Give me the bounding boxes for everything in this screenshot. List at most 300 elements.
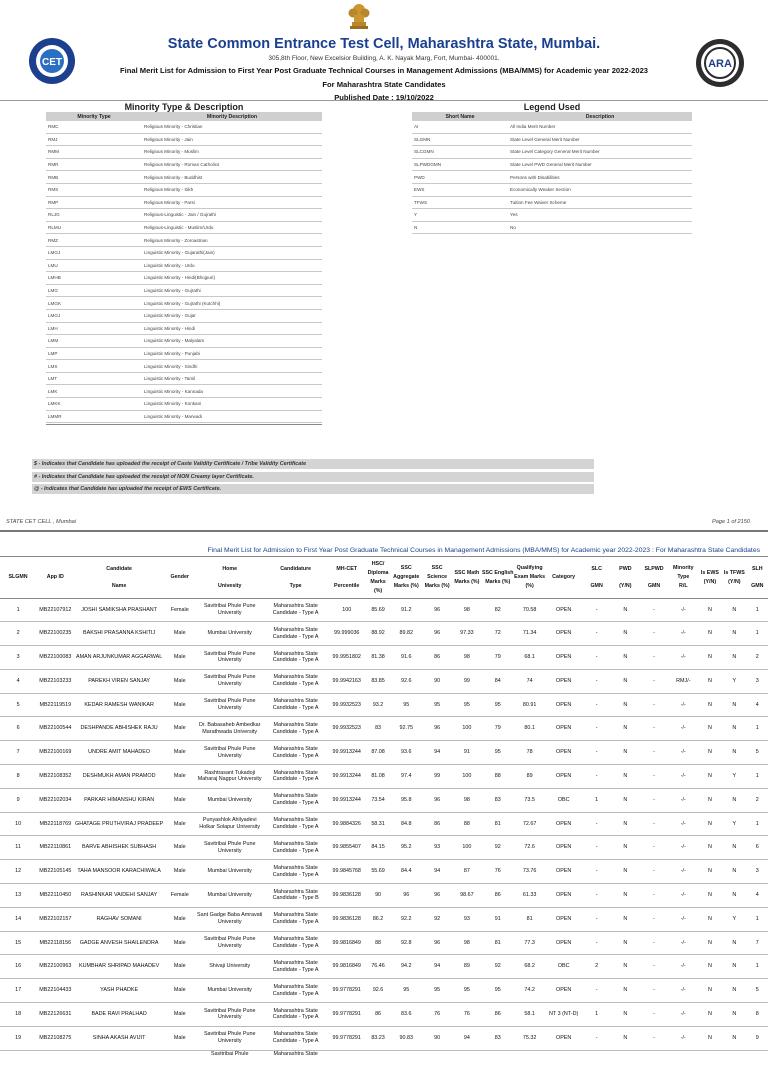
category: OPEN [546,979,582,1003]
col-slpwd-l2: GMN [647,582,661,589]
is-ews: N [698,598,722,622]
ssc-aggregate: 92.8 [390,931,422,955]
home-university: Rashtrasant Tukadoji Maharaj Nagpur University [196,765,264,789]
slh-gmn: 1 [747,812,768,836]
minority-description: Religious Minority - Muslim [142,146,322,159]
partial-cell [0,1050,36,1073]
col-tfws [722,558,746,598]
note-caste-validity: $ - Indicates that Candidate has uploaded the receipt of Caste Validity Certificate / Tribe Validity Certificate [32,459,594,469]
minority-description: Religious Minority - Parsi [142,196,322,209]
slh-gmn: 6 [747,836,768,860]
qualifying-marks: 89 [514,765,546,789]
col-hsc: HSC/ Diploma Marks (%) [367,560,389,594]
national-emblem-icon [346,0,372,32]
app-id: MB22107912 [36,598,74,622]
candidature-type: Maharashtra State Candidate - Type A [264,717,328,741]
minority-description: Linguistic Minority - Hindi [142,322,322,335]
minority-code: LMM [46,335,142,348]
minority-code: LMH [46,322,142,335]
partial-candidature: Maharashtra State [273,1050,318,1057]
ssc-aggregate: 92.6 [390,669,422,693]
is-ews: N [698,622,722,646]
category: OPEN [546,765,582,789]
slh-gmn: 2 [747,788,768,812]
minority-description: Religious Minority - Sikh [142,183,322,196]
slh-gmn: 1 [747,955,768,979]
merit-row [0,884,768,908]
slh-gmn: 3 [747,669,768,693]
category: OPEN [546,693,582,717]
gender: Male [164,860,196,884]
minority-type: -/- [669,860,698,884]
legend-row [412,171,692,184]
candidate-name: RAGHAV SOMANI [74,907,163,931]
col-minority [669,558,698,598]
ssc-english: 81 [482,931,514,955]
footer-left: STATE CET CELL , Mumbai [6,519,76,525]
minority-description: Linguistic Minority - Malyalam [142,335,322,348]
minority-code: LMGK [46,297,142,310]
ssc-english: 86 [482,1003,514,1027]
mhcet-percentile: 99.9913244 [328,741,366,765]
slpwd-gmn: - [639,717,669,741]
ssc-aggregate: 96 [390,884,422,908]
slpwd-gmn: - [639,907,669,931]
slgmn: 11 [0,836,36,860]
home-university: Mumbai University [196,884,264,908]
ssc-aggregate: 95.8 [390,788,422,812]
qualifying-marks: 78 [514,741,546,765]
candidature-type: Maharashtra State Candidate - Type A [264,741,328,765]
legend-row [412,183,692,196]
slh-gmn: 5 [747,741,768,765]
minority-row [46,360,322,373]
col-slh-l1: SLH [751,565,763,572]
gender: Male [164,765,196,789]
app-id: MB22104433 [36,979,74,1003]
ssc-science: 96 [422,717,452,741]
minority-row [46,133,322,146]
category: OPEN [546,860,582,884]
is-tfws: N [722,717,746,741]
slc-gmn: - [582,669,612,693]
is-tfws: N [722,1003,746,1027]
category: OPEN [546,812,582,836]
legend-table [412,112,692,234]
slgmn: 5 [0,693,36,717]
minority-row [46,309,322,322]
slgmn: 19 [0,1026,36,1050]
notes-section [32,459,594,497]
col-home-l2: Univesity [217,582,242,589]
partial-cell [747,1050,768,1073]
partial-cell [366,1050,390,1073]
pwd: N [612,693,640,717]
is-tfws: N [722,1026,746,1050]
slgmn: 6 [0,717,36,741]
candidature-type: Maharashtra State Candidate - Type A [264,836,328,860]
mhcet-percentile: 99.9913244 [328,788,366,812]
mhcet-percentile: 99.9778291 [328,1003,366,1027]
is-ews: N [698,717,722,741]
minority-row [46,158,322,171]
qualifying-marks: 68.2 [514,955,546,979]
candidature-type: Maharashtra State Candidate - Type A [264,622,328,646]
minority-code: LMP [46,347,142,360]
minority-type: -/- [669,836,698,860]
ssc-science: 94 [422,741,452,765]
slgmn: 3 [0,646,36,670]
legend-row [412,146,692,159]
qualifying-marks: 70.58 [514,598,546,622]
merit-row [0,931,768,955]
slh-gmn: 1 [747,907,768,931]
hsc-marks: 81.38 [366,646,390,670]
pwd: N [612,622,640,646]
col-ssc-agg: SSC Aggregate Marks (%) [393,565,420,590]
ssc-science: 76 [422,1003,452,1027]
ssc-math: 94 [452,1026,482,1050]
pwd: N [612,812,640,836]
mhcet-percentile: 99.9951802 [328,646,366,670]
state-heading: For Maharashtra State Candidates [322,80,446,89]
ssc-math: 100 [452,717,482,741]
app-id: MB22108275 [36,1026,74,1050]
minority-row [46,372,322,385]
col-slgmn: SLGMN [8,574,28,581]
minority-row [46,385,322,398]
page-break [0,530,768,532]
ssc-aggregate: 92.2 [390,907,422,931]
is-tfws: N [722,646,746,670]
home-university: Mumbai University [196,860,264,884]
header-divider [0,100,768,101]
minority-code: LMK [46,385,142,398]
ara-logo-text: ARA [708,58,732,70]
ssc-math: 98 [452,788,482,812]
qualifying-marks: 80.1 [514,717,546,741]
minority-description: Religious-Linguistic - Jain / Gujrathi [142,209,322,222]
is-tfws: Y [722,812,746,836]
minority-code: RMR [46,158,142,171]
candidature-type: Maharashtra State Candidate - Type A [264,979,328,1003]
ssc-math: 98 [452,646,482,670]
col-slpwd-l1: SLPWD [644,565,664,572]
slgmn: 10 [0,812,36,836]
is-tfws: N [722,598,746,622]
minority-type: -/- [669,931,698,955]
minority-description: Linguistic Minority - Marwadi [142,410,322,423]
minority-row [46,196,322,209]
minority-type: -/- [669,598,698,622]
hsc-marks: 87.08 [366,741,390,765]
partial-cell [74,1050,163,1073]
address-line: 305,8th Floor, New Excelsior Building, A. K. Nayak Marg, Fort, Mumbai- 400001. [268,55,500,62]
slgmn: 17 [0,979,36,1003]
legend-row [412,121,692,133]
pwd: N [612,646,640,670]
minority-type: -/- [669,955,698,979]
candidate-name: JOSHI SAMIKSHA PRASHANT [74,598,163,622]
col-ews [698,558,722,598]
is-ews: N [698,884,722,908]
candidature-type: Maharashtra State Candidate - Type A [264,788,328,812]
is-ews: N [698,1026,722,1050]
gender: Male [164,1003,196,1027]
ssc-aggregate: 93.6 [390,741,422,765]
hsc-marks: 84.15 [366,836,390,860]
legend-description: Persons with Disabilities [508,171,692,184]
col-candidature-l2: Type [289,582,302,589]
is-ews: N [698,669,722,693]
merit-row [0,812,768,836]
slpwd-gmn: - [639,765,669,789]
ssc-english: 95 [482,693,514,717]
hsc-marks: 83 [366,717,390,741]
is-ews: N [698,955,722,979]
ssc-math: 88 [452,812,482,836]
partial-cell [328,1050,366,1073]
minority-type: -/- [669,812,698,836]
category: OPEN [546,741,582,765]
ssc-math: 99 [452,669,482,693]
ssc-english: 92 [482,955,514,979]
merit-row [0,669,768,693]
col-slh [747,558,768,598]
mhcet-percentile: 99.9932523 [328,717,366,741]
ssc-aggregate: 83.6 [390,1003,422,1027]
ssc-aggregate: 97.4 [390,765,422,789]
mhcet-percentile: 99.9778291 [328,1026,366,1050]
home-university: Punyashlok Ahilyadevi Holkar Solapur University [196,812,264,836]
merit-row-partial [0,1050,768,1073]
slpwd-gmn: - [639,669,669,693]
slh-gmn: 1 [747,622,768,646]
qualifying-marks: 68.1 [514,646,546,670]
slgmn: 14 [0,907,36,931]
slgmn: 16 [0,955,36,979]
ssc-math: 100 [452,836,482,860]
minority-code: RMB [46,171,142,184]
app-id: MB22118769 [36,812,74,836]
app-id: MB22100544 [36,717,74,741]
slpwd-gmn: - [639,860,669,884]
merit-row [0,979,768,1003]
ssc-science: 90 [422,669,452,693]
ssc-math: 100 [452,765,482,789]
legend-description: Tuition Fee Waiver Scheme [508,196,692,209]
minority-row [46,246,322,259]
legend-description: State Level General Merit Number [508,133,692,146]
ssc-english: 79 [482,717,514,741]
col-ssc-sci: SSC Science Marks (%) [424,565,450,590]
merit-row [0,1003,768,1027]
candidate-name: TAHA MANSOOR KARACHIWALA [74,860,163,884]
pwd: N [612,598,640,622]
ssc-math: 98 [452,598,482,622]
candidature-type: Maharashtra State Candidate - Type A [264,860,328,884]
mhcet-percentile: 100 [328,598,366,622]
slc-gmn: - [582,884,612,908]
is-ews: N [698,812,722,836]
legend-short-name: TFWS [412,196,508,209]
qualifying-marks: 80.91 [514,693,546,717]
home-university: Savitribai Phule Pune University [196,1003,264,1027]
gender: Male [164,955,196,979]
page-number: Page 1 of 2150 [712,519,750,525]
minority-code: LMU [46,259,142,272]
col-ews-l1: Is EWS [700,569,719,576]
minority-type: -/- [669,907,698,931]
minority-type: -/- [669,979,698,1003]
minority-description: Linguistic Minority - Hindi(Bhojpuri) [142,272,322,285]
is-tfws: N [722,979,746,1003]
minority-code: LMGJ [46,246,142,259]
slgmn: 4 [0,669,36,693]
home-university: Mumbai University [196,622,264,646]
app-id: MB22105145 [36,860,74,884]
ssc-aggregate: 94.2 [390,955,422,979]
slc-gmn: - [582,931,612,955]
home-university: Savitribai Phule Pune University [196,646,264,670]
legend-description: State Level Category General Merit Number [508,146,692,159]
is-tfws: Y [722,669,746,693]
is-tfws: Y [722,765,746,789]
merit-header-row [0,558,768,598]
qualifying-marks: 58.1 [514,1003,546,1027]
ssc-science: 92 [422,907,452,931]
candidature-type: Maharashtra State Candidate - Type A [264,646,328,670]
mhcet-percentile: 99.9942163 [328,669,366,693]
minority-table [46,112,322,423]
partial-cell [514,1050,546,1073]
slc-gmn: - [582,1026,612,1050]
slh-gmn: 5 [747,979,768,1003]
partial-cell [612,1050,640,1073]
ssc-science: 86 [422,646,452,670]
slgmn: 15 [0,931,36,955]
slc-gmn: - [582,741,612,765]
app-id: MB22100235 [36,622,74,646]
gender: Male [164,788,196,812]
minority-description: Religious Minority - Christian [142,121,322,133]
minority-type: -/- [669,622,698,646]
slpwd-gmn: - [639,598,669,622]
merit-row [0,765,768,789]
slgmn: 18 [0,1003,36,1027]
slpwd-gmn: - [639,931,669,955]
minority-code: LMHB [46,272,142,285]
app-id: MB22100083 [36,646,74,670]
ssc-math: 95 [452,693,482,717]
slh-gmn: 8 [747,1003,768,1027]
minority-type: -/- [669,884,698,908]
hsc-marks: 83.85 [366,669,390,693]
col-ews-l2: (Y/N) [703,578,717,585]
slpwd-gmn: - [639,1026,669,1050]
slgmn: 12 [0,860,36,884]
ssc-english: 95 [482,979,514,1003]
app-id: MB22100169 [36,741,74,765]
qualifying-marks: 61.33 [514,884,546,908]
gender: Male [164,693,196,717]
legend-title: Legend Used [523,102,581,112]
pwd: N [612,669,640,693]
minority-row [46,209,322,222]
minority-description: Religious Minority - Roman Catholics [142,158,322,171]
home-university: Savitribai Phule Pune University [196,741,264,765]
slh-gmn: 1 [747,598,768,622]
qualifying-marks: 75.32 [514,1026,546,1050]
mhcet-percentile: 99.9855407 [328,836,366,860]
partial-cell [698,1050,722,1073]
minority-description: Religious Minority - Buddhist [142,171,322,184]
is-tfws: N [722,741,746,765]
legend-short-name: SLPWDGMN [412,158,508,171]
minority-code: RMZ [46,234,142,247]
minority-code: LMGJ [46,309,142,322]
home-university: Savitribai Phule Pune University [196,836,264,860]
partial-cell [452,1050,482,1073]
minority-type: -/- [669,693,698,717]
minority-description: Linguistic Minority - Urdu [142,259,322,272]
ssc-aggregate: 84.8 [390,812,422,836]
minority-code: LMKK [46,398,142,411]
pwd: N [612,1003,640,1027]
col-slc-l1: SLC [591,565,602,572]
slpwd-gmn: - [639,1003,669,1027]
legend-col-short: Short Name [412,112,508,121]
pwd: N [612,955,640,979]
home-university: Savitribai Phule Pune University [196,669,264,693]
minority-title: Minority Type & Description [124,102,244,112]
merit-row [0,693,768,717]
is-tfws: N [722,622,746,646]
mhcet-percentile: 99.9816849 [328,955,366,979]
partial-cell [639,1050,669,1073]
gender: Female [164,884,196,908]
hsc-marks: 92.6 [366,979,390,1003]
ssc-science: 99 [422,765,452,789]
partial-cell [36,1050,74,1073]
candidature-type: Maharashtra State Candidate - Type A [264,955,328,979]
mhcet-percentile: 99.9845768 [328,860,366,884]
published-date: Published Date : 19/10/2022 [334,93,434,102]
category: OPEN [546,669,582,693]
minority-description: Linguistic Minority - Gujarathi(Jain) [142,246,322,259]
slpwd-gmn: - [639,955,669,979]
minority-section [46,102,322,425]
legend-section [412,102,692,234]
category: OPEN [546,836,582,860]
minority-type: -/- [669,646,698,670]
candidate-name: AMAN ARJUNKUMAR AGGARWAL [74,646,163,670]
col-mhcet [328,558,366,598]
app-id: MB22119519 [36,693,74,717]
ssc-math: 97.33 [452,622,482,646]
minority-row [46,221,322,234]
partial-cell [546,1050,582,1073]
minority-code: RLJG [46,209,142,222]
col-candidate [74,558,163,598]
partial-cell [482,1050,514,1073]
legend-short-name: SLCGMN [412,146,508,159]
hsc-marks: 93.2 [366,693,390,717]
legend-row [412,221,692,234]
is-tfws: N [722,788,746,812]
minority-type: -/- [669,717,698,741]
merit-title-rule [0,556,768,557]
